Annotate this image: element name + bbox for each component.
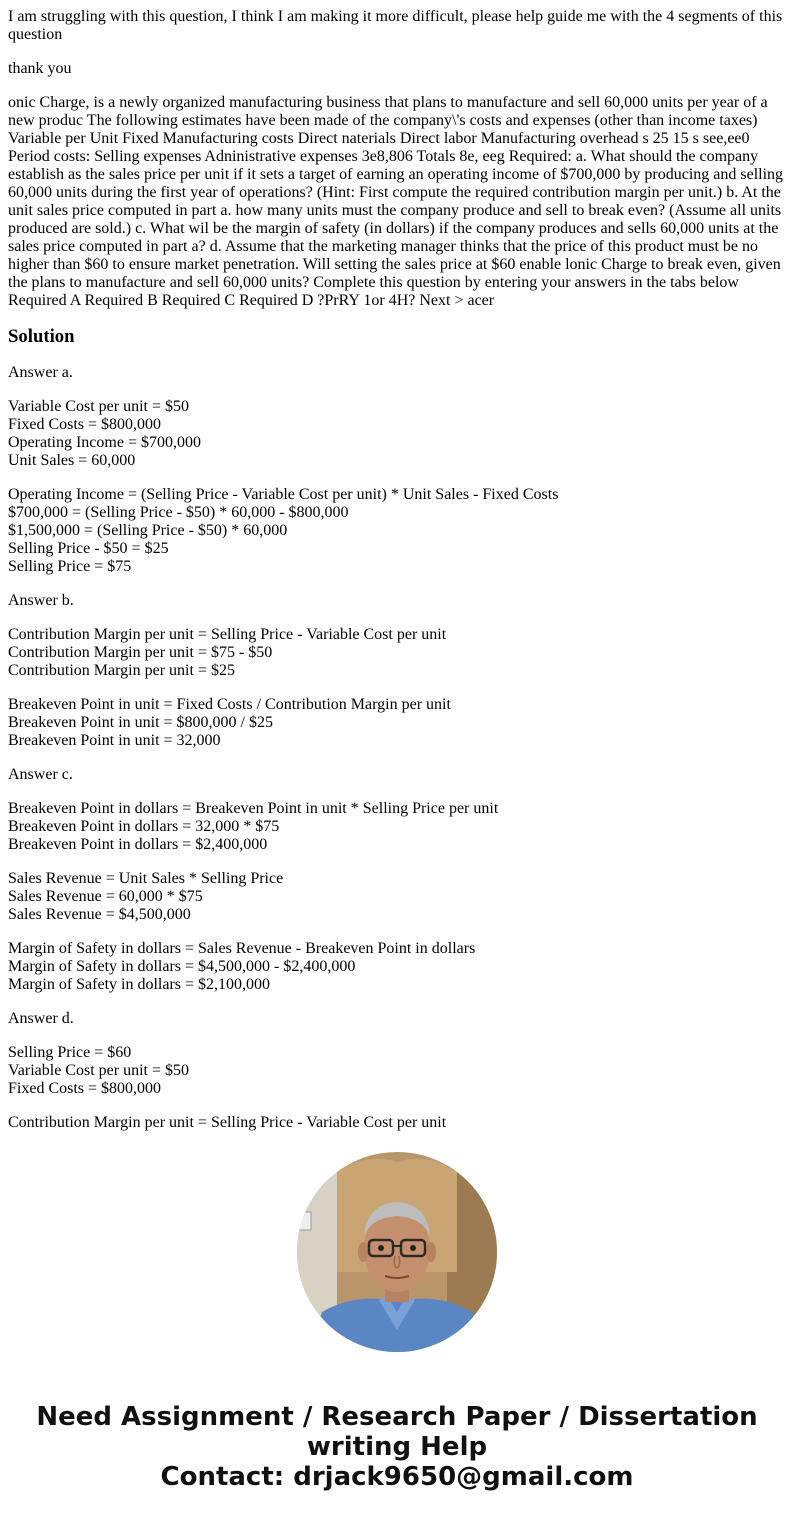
answer-a-given-line: Operating Income = $700,000 — [8, 434, 201, 451]
answer-b-label: Answer b. — [8, 592, 74, 609]
answer-c-revenue-line: Sales Revenue = Unit Sales * Selling Price — [8, 870, 284, 887]
answer-c-label: Answer c. — [8, 766, 73, 783]
answer-c-revenue-line: Sales Revenue = 60,000 * $75 — [8, 888, 203, 905]
answer-d-next-line: Contribution Margin per unit = Selling Price - Variable Cost per unit — [8, 1114, 447, 1131]
answer-a-step-line: $1,500,000 = (Selling Price - $50) * 60,000 — [8, 522, 288, 539]
answer-b-bep-line: Breakeven Point in unit = $800,000 / $25 — [8, 714, 273, 731]
answer-c-revenue-line: Sales Revenue = $4,500,000 — [8, 906, 191, 923]
answer-a-steps — [8, 486, 786, 576]
answer-c-bep-line: Breakeven Point in dollars = $2,400,000 — [8, 836, 268, 853]
promo-section — [0, 1152, 794, 1492]
answer-b-bep-line: Breakeven Point in unit = Fixed Costs / Contribution Margin per unit — [8, 696, 451, 713]
answer-b-cm-line: Contribution Margin per unit = Selling Price - Variable Cost per unit — [8, 626, 447, 643]
answer-b-breakeven — [8, 696, 786, 750]
promo-line: Need Assignment / Research Paper / Dissertation — [36, 1402, 758, 1432]
answer-a-givens — [8, 398, 786, 470]
answer-b-contribution-margin — [8, 626, 786, 680]
answer-a-step-line: $700,000 = (Selling Price - $50) * 60,000 - $800,000 — [8, 504, 349, 521]
answer-d-given-line: Selling Price = $60 — [8, 1044, 132, 1061]
answer-d-givens — [8, 1044, 786, 1098]
answer-b-bep-line: Breakeven Point in unit = 32,000 — [8, 732, 221, 749]
document-content — [8, 8, 786, 1131]
answer-a-given-line: Unit Sales = 60,000 — [8, 452, 136, 469]
answer-a-given-line: Fixed Costs = $800,000 — [8, 416, 162, 433]
answer-a-given-line: Variable Cost per unit = $50 — [8, 398, 189, 415]
answer-c-margin-line: Margin of Safety in dollars = $2,100,000 — [8, 976, 271, 993]
answer-a-step-line: Selling Price = $75 — [8, 558, 132, 575]
answer-c-bep-line: Breakeven Point in dollars = 32,000 * $75 — [8, 818, 280, 835]
promo-contact[interactable]: Contact: drjack9650@gmail.com — [160, 1462, 634, 1492]
answer-c-margin-line: Margin of Safety in dollars = Sales Revenue - Breakeven Point in dollars — [8, 940, 476, 957]
answer-d-given-line: Fixed Costs = $800,000 — [8, 1080, 162, 1097]
answer-c-sales-revenue — [8, 870, 786, 924]
answer-c-margin-line: Margin of Safety in dollars = $4,500,000 - $2,400,000 — [8, 958, 356, 975]
answer-d-label: Answer d. — [8, 1010, 74, 1027]
solution-heading: Solution — [8, 326, 75, 347]
promo-line: writing Help — [306, 1432, 488, 1462]
promo-text — [20, 1402, 774, 1492]
tutor-avatar — [297, 1152, 497, 1352]
answer-c-breakeven-dollars — [8, 800, 786, 854]
answer-c-bep-line: Breakeven Point in dollars = Breakeven Point in unit * Selling Price per unit — [8, 800, 499, 817]
question-thanks: thank you — [8, 60, 72, 77]
question-intro: I am struggling with this question, I think I am making it more difficult, please help guide me with the 4 segments of this question — [8, 8, 783, 43]
answer-b-cm-line: Contribution Margin per unit = $25 — [8, 662, 235, 679]
answer-b-cm-line: Contribution Margin per unit = $75 - $50 — [8, 644, 273, 661]
answer-a-step-line: Selling Price - $50 = $25 — [8, 540, 169, 557]
answer-c-margin-of-safety — [8, 940, 786, 994]
answer-a-step-line: Operating Income = (Selling Price - Variable Cost per unit) * Unit Sales - Fixed Costs — [8, 486, 559, 503]
question-body: onic Charge, is a newly organized manufacturing business that plans to manufacture and sell 60,000 units per year of a new produc The following estimates have been made of the company\'s costs and expenses (other than income taxes) Variable per Unit Fixed Manufacturing costs Direct naterials Direct labor Manufacturing overhead s 25 15 s see,ee0 Period costs: Selling expenses Adninistrative expenses 3e8,806 Totals 8e, eeg Required: a. What should the company establish as the sales price per unit if it sets a target of earning an operating income of $700,000 by producing and selling 60,000 units during the first year of operations? (Hint: First compute the required contribution margin per unit.) b. At the unit sales price computed in part a. how many units must the company produce and sell to break even? (Assume all units produced are sold.) c. What wil be the margin of safety (in dollars) if the company produces and sells 60,000 units at the sales price computed in part a? d. Assume that the marketing manager thinks that the price of this product must be no higher than $60 to ensure market penetration. Will setting the sales price at $60 enable lonic Charge to break even, given the plans to manufacture and sell 60,000 units? Complete this question by entering your answers in the tabs below Required A Required B Required C Required D ?PrRY 1or 4H? Next > acer — [8, 94, 784, 309]
answer-d-given-line: Variable Cost per unit = $50 — [8, 1062, 189, 1079]
answer-a-label: Answer a. — [8, 364, 73, 381]
